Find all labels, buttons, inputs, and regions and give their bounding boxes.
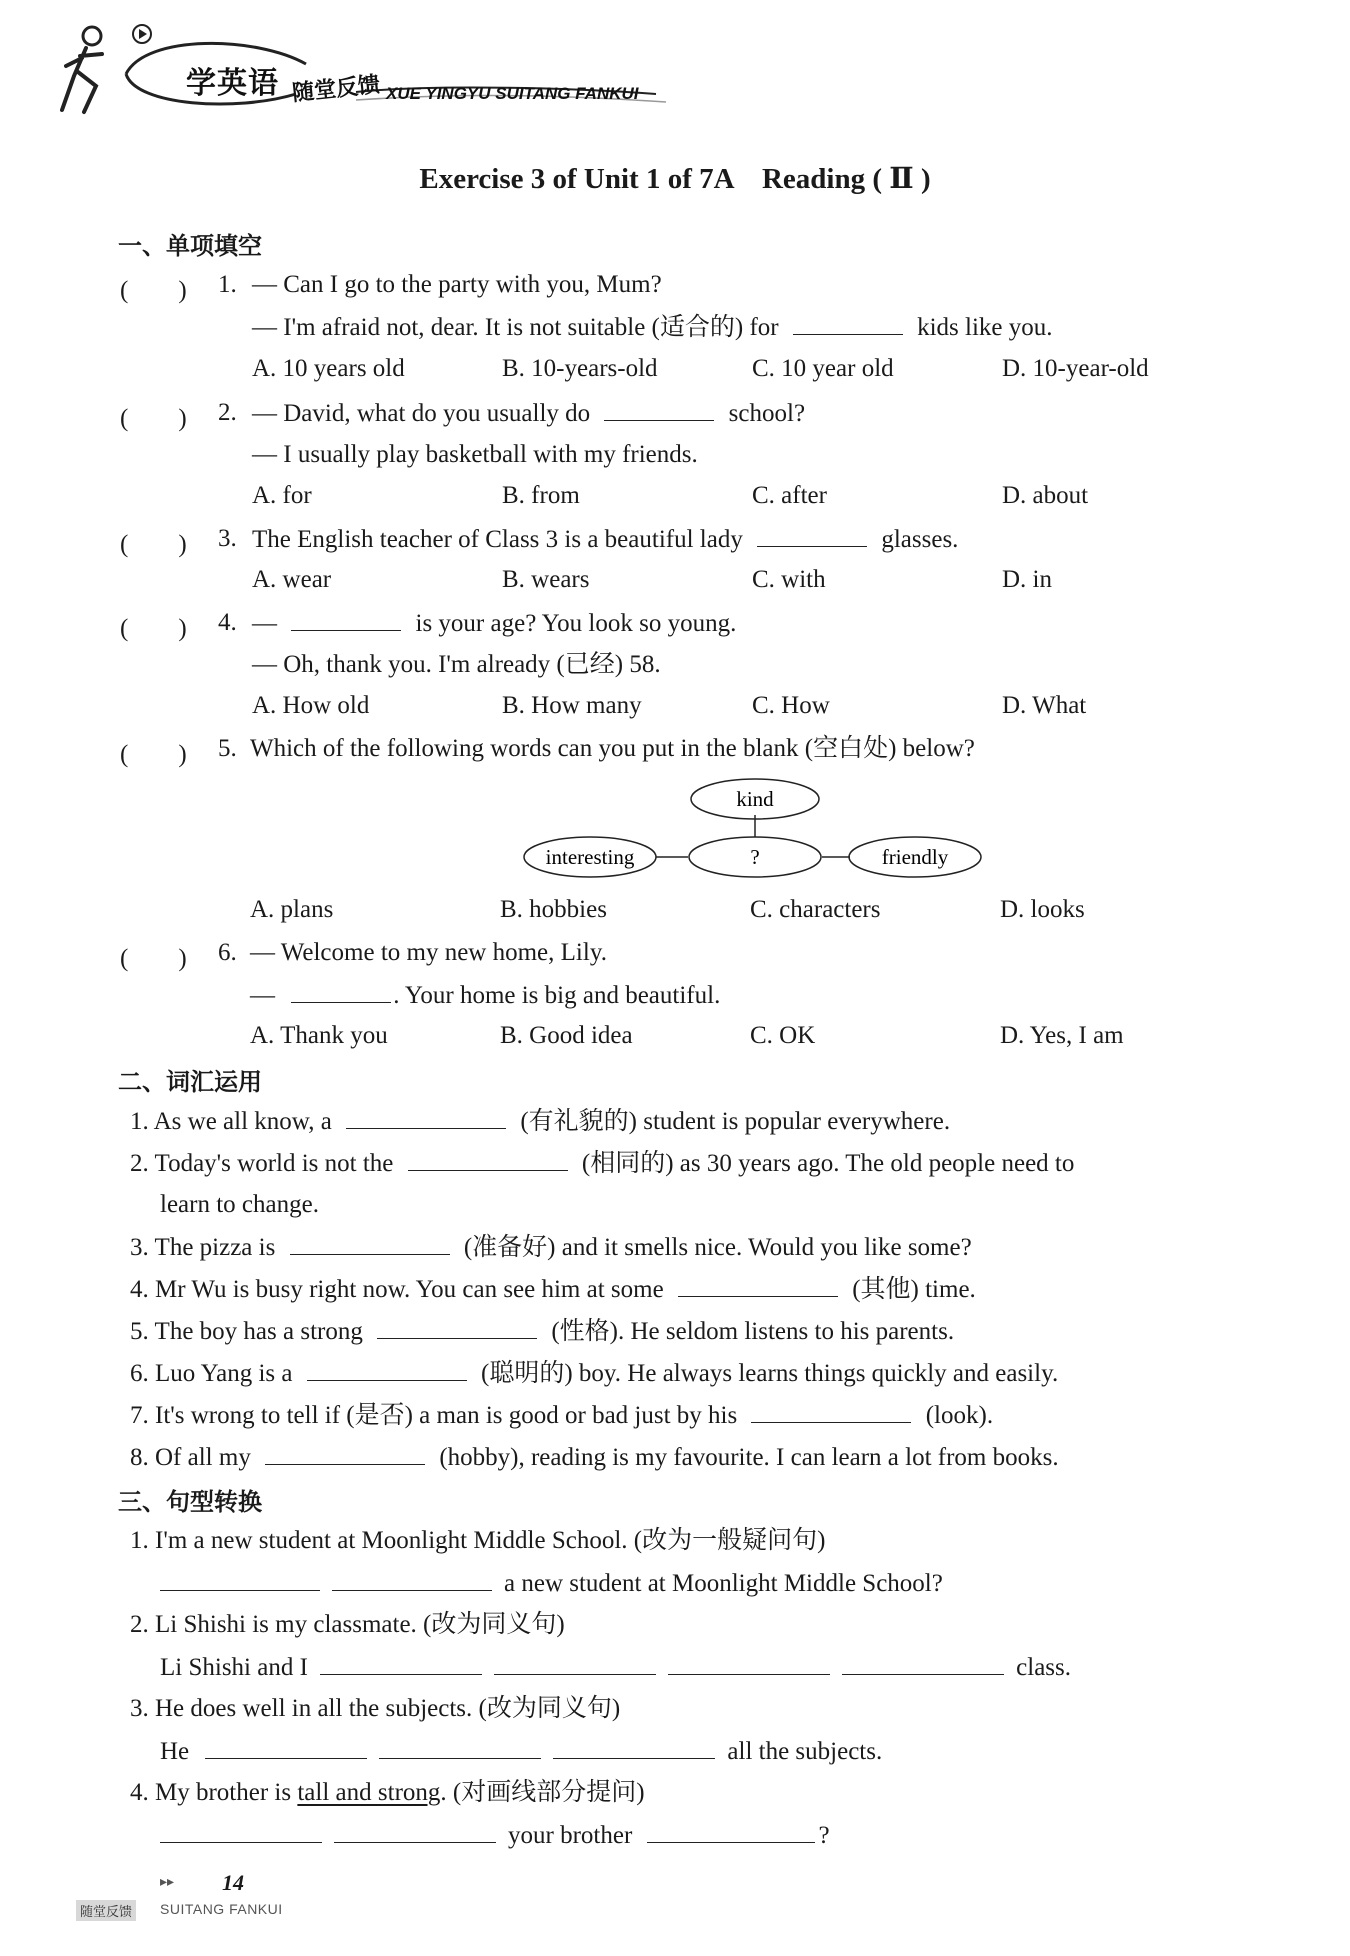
transform-question-1: 1. I'm a new student at Moonlight Middle School. (改为一般疑问句) (130, 1527, 826, 1554)
answer-blank[interactable] (842, 1652, 1004, 1675)
answer-blank[interactable] (647, 1820, 815, 1843)
mindmap-label-center: ? (750, 845, 760, 869)
question-text (252, 398, 805, 429)
option-c: C. OK (750, 1022, 816, 1049)
option-b: B. hobbies (500, 896, 607, 923)
answer-blank[interactable] (793, 312, 903, 335)
question-text (250, 980, 720, 1011)
transform-answer-text: a new student at Moonlight Middle School? (504, 1570, 943, 1597)
answer-blank[interactable] (751, 1400, 911, 1423)
vocab-text: (其他) time. (852, 1276, 976, 1303)
question-number: 5. (218, 735, 237, 762)
option-a: A. wear (252, 566, 332, 593)
underlined-phrase: tall and strong (297, 1779, 441, 1806)
answer-blank[interactable] (291, 608, 401, 631)
question-text-part: is your age? You look so young. (415, 610, 737, 637)
question-text-part: glasses. (881, 526, 959, 553)
option-a: A. plans (250, 896, 334, 923)
vocab-item-4 (130, 1274, 976, 1305)
answer-blank[interactable] (307, 1358, 467, 1381)
question-text-part: The English teacher of Class 3 is a beautiful lady (252, 526, 743, 553)
answer-paren: ( ) (120, 615, 187, 642)
answer-blank[interactable] (332, 1568, 492, 1591)
option-b: B. How many (502, 692, 642, 719)
transform-answer-text: all the subjects. (727, 1738, 883, 1765)
transform-answer-text: your brother (508, 1822, 633, 1849)
vocab-text: 2. Today's world is not the (130, 1150, 394, 1177)
question-text: — Can I go to the party with you, Mum? (252, 271, 662, 298)
transform-question-3: 3. He does well in all the subjects. (改为同义句) (130, 1695, 621, 1722)
section-heading-vocabulary: 二、词汇运用 (118, 1068, 262, 1096)
vocab-text: 5. The boy has a strong (130, 1318, 363, 1345)
option-d: D. in (1002, 566, 1052, 593)
transform-question-4 (130, 1778, 645, 1808)
answer-paren: ( ) (120, 741, 187, 768)
question-text-part: kids like you. (917, 314, 1053, 341)
option-c: C. with (752, 566, 826, 593)
transform-question-2: 2. Li Shishi is my classmate. (改为同义句) (130, 1611, 565, 1638)
option-d: D. 10-year-old (1002, 355, 1149, 382)
option-b: B. wears (502, 566, 590, 593)
answer-paren: ( ) (120, 405, 187, 432)
vocab-text: (look). (925, 1402, 994, 1429)
question-number: 1. (218, 271, 237, 298)
transform-answer-2 (160, 1652, 1071, 1683)
page-title: Exercise 3 of Unit 1 of 7A Reading ( Ⅱ ) (419, 163, 931, 195)
option-d: D. What (1002, 692, 1087, 719)
answer-paren: ( ) (120, 277, 187, 304)
vocab-text: (准备好) and it smells nice. Would you like some? (463, 1234, 972, 1261)
double-arrow-icon: ▸▸ (160, 1875, 175, 1890)
option-a: A. for (252, 482, 312, 509)
section-heading-sentence-transform: 三、句型转换 (118, 1488, 262, 1516)
question-text: Which of the following words can you put in the blank (空白处) below? (250, 735, 975, 762)
transform-question-text: 4. My brother is (130, 1779, 292, 1806)
option-c: C. 10 year old (752, 355, 894, 382)
question-text-part: — (250, 982, 275, 1009)
option-b: B. from (502, 482, 580, 509)
question-text (252, 524, 958, 555)
answer-blank[interactable] (668, 1652, 830, 1675)
question-text (252, 608, 736, 639)
question-text-part: . Your home is big and beautiful. (393, 982, 721, 1009)
transform-answer-4 (160, 1820, 830, 1851)
option-b: B. Good idea (500, 1022, 633, 1049)
answer-blank[interactable] (205, 1736, 367, 1759)
option-c: C. characters (750, 896, 881, 923)
transform-answer-text: class. (1016, 1654, 1072, 1681)
footer (76, 1870, 296, 1930)
option-d: D. about (1002, 482, 1089, 509)
vocab-text: 1. As we all know, a (130, 1108, 332, 1135)
vocab-item-6 (130, 1358, 1058, 1389)
page-number: 14 (222, 1870, 244, 1895)
transform-answer-text: ? (818, 1822, 830, 1849)
option-a: A. How old (252, 692, 370, 719)
vocab-item-8 (130, 1442, 1059, 1473)
vocab-item-5 (130, 1316, 954, 1347)
answer-blank[interactable] (346, 1106, 506, 1129)
section-heading-multiple-choice: 一、单项填空 (118, 232, 262, 260)
answer-blank[interactable] (377, 1316, 537, 1339)
answer-blank[interactable] (291, 980, 391, 1003)
answer-paren: ( ) (120, 531, 187, 558)
option-d: D. looks (1000, 896, 1085, 923)
footer-label-en: SUITANG FANKUI (160, 1901, 283, 1917)
question-text-part: — I'm afraid not, dear. It is not suitable (适合的) for (252, 314, 779, 341)
mindmap-label-top: kind (736, 787, 774, 811)
question-text-part: — David, what do you usually do (252, 400, 591, 427)
mindmap-label-left: interesting (545, 845, 635, 869)
vocab-text: (有礼貌的) student is popular everywhere. (520, 1108, 951, 1135)
transform-answer-3 (160, 1736, 882, 1767)
vocab-text: 4. Mr Wu is busy right now. You can see him at some (130, 1276, 664, 1303)
question-number: 2. (218, 399, 237, 426)
transform-answer-text: Li Shishi and I (160, 1654, 308, 1681)
header-banner (56, 14, 696, 124)
vocab-text: (聪明的) boy. He always learns things quickly and easily. (481, 1360, 1059, 1387)
question-text-part: — (252, 610, 277, 637)
word-mindmap (520, 775, 1000, 885)
option-c: C. after (752, 482, 827, 509)
question-text: — Oh, thank you. I'm already (已经) 58. (252, 651, 661, 678)
vocab-item-1 (130, 1106, 950, 1137)
vocab-text: 3. The pizza is (130, 1234, 276, 1261)
answer-blank[interactable] (379, 1736, 541, 1759)
vocab-text: (相同的) as 30 years ago. The old people need to (581, 1150, 1075, 1177)
answer-blank[interactable] (408, 1148, 568, 1171)
question-number: 4. (218, 609, 237, 636)
option-c: C. How (752, 692, 830, 719)
question-text: — Welcome to my new home, Lily. (250, 939, 607, 966)
answer-paren: ( ) (120, 945, 187, 972)
answer-blank[interactable] (334, 1820, 496, 1843)
vocab-text: 6. Luo Yang is a (130, 1360, 293, 1387)
vocab-item-2 (130, 1148, 1074, 1179)
mindmap-label-right: friendly (881, 845, 949, 869)
answer-blank[interactable] (757, 524, 867, 547)
answer-blank[interactable] (553, 1736, 715, 1759)
question-number: 3. (218, 525, 237, 552)
vocab-text: (性格). He seldom listens to his parents. (551, 1318, 955, 1345)
vocab-item-3 (130, 1232, 972, 1263)
answer-blank[interactable] (160, 1568, 320, 1591)
option-d: D. Yes, I am (1000, 1022, 1124, 1049)
transform-question-text: . (对画线部分提问) (440, 1779, 645, 1806)
brand-chinese-title: 学英语 (186, 66, 279, 101)
vocab-item-2-continued: learn to change. (160, 1191, 319, 1218)
option-a: A. 10 years old (252, 355, 405, 382)
question-text-part: school? (728, 400, 806, 427)
vocab-text: 7. It's wrong to tell if (是否) a man is good or bad just by his (130, 1402, 738, 1429)
answer-blank[interactable] (290, 1232, 450, 1255)
brand-english-title: XUE YINGYU SUITANG FANKUI (386, 84, 639, 103)
transform-answer-text: He (160, 1738, 190, 1765)
answer-blank[interactable] (265, 1442, 425, 1465)
vocab-text: 8. Of all my (130, 1444, 251, 1471)
vocab-item-7 (130, 1400, 993, 1431)
answer-blank[interactable] (160, 1820, 322, 1843)
vocab-text: (hobby), reading is my favourite. I can learn a lot from books. (439, 1444, 1059, 1471)
brand-chinese-subtitle: 随堂反馈 (291, 72, 382, 107)
answer-blank[interactable] (604, 398, 714, 421)
option-a: A. Thank you (250, 1022, 388, 1049)
question-text (252, 312, 1053, 343)
answer-blank[interactable] (678, 1274, 838, 1297)
footer-label-cn: 随堂反馈 (76, 1900, 136, 1921)
answer-blank[interactable] (494, 1652, 656, 1675)
transform-answer-1 (160, 1568, 943, 1599)
question-text: — I usually play basketball with my friends. (252, 441, 698, 468)
question-number: 6. (218, 939, 237, 966)
option-b: B. 10-years-old (502, 355, 658, 382)
answer-blank[interactable] (320, 1652, 482, 1675)
